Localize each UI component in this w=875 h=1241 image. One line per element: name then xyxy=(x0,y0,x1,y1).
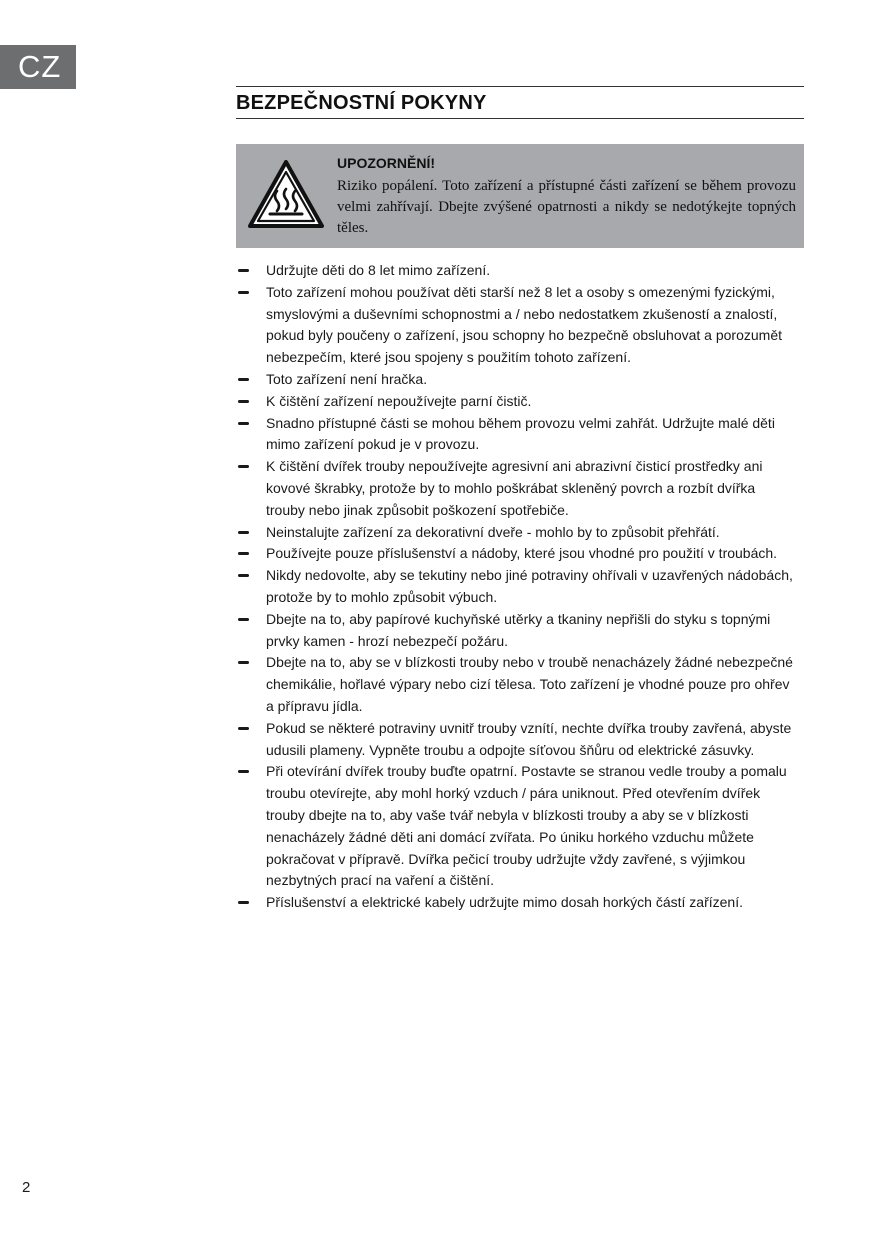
list-item xyxy=(236,652,796,717)
list-item-text: Dbejte na to, aby papírové kuchyňské utěrky a tkaniny nepřišli do styku s topnými prvky kamen - hrozí nebezpečí požáru. xyxy=(266,610,771,649)
list-item xyxy=(236,522,796,544)
list-item xyxy=(236,565,796,609)
list-item xyxy=(236,609,796,653)
warning-box xyxy=(236,144,804,248)
safety-instructions-list xyxy=(236,260,796,914)
bullet-dash-icon xyxy=(238,770,249,773)
list-item-text: K čištění zařízení nepoužívejte parní čistič. xyxy=(266,392,532,409)
hot-surface-warning-icon xyxy=(246,158,326,230)
list-item xyxy=(236,369,796,391)
list-item-text: Udržujte děti do 8 let mimo zařízení. xyxy=(266,262,491,278)
list-item-text: Při otevírání dvířek trouby buďte opatrní. Postavte se stranou vedle trouby a pomalu troubu otevírejte, aby mohl horký vzduch / pára uniknout. Před otevřením dvířek trouby dbejte na to, aby vaše tvář nebyla v blízkosti trouby a aby se v blízkosti nenacházely žádné děti ani domácí zvířata. Po úniku horkého vzduchu můžete pokračovat v přípravě. Dvířka pečicí trouby udržujte vždy zavřené, s výjimkou nezbytných prací na vaření a čištění. xyxy=(266,763,787,889)
language-tab: CZ xyxy=(0,45,76,89)
list-item-text: Toto zařízení není hračka. xyxy=(266,370,428,387)
list-item-text: Snadno přístupné části se mohou během provozu velmi zahřát. Udržujte malé děti mimo zařízení pokud je v provozu. xyxy=(266,414,775,453)
bullet-dash-icon xyxy=(238,618,249,621)
bullet-dash-icon xyxy=(238,400,249,403)
list-item-text: Pokud se některé potraviny uvnitř trouby vznítí, nechte dvířka trouby zavřená, abyste udusili plameny. Vypněte troubu a odpojte síťovou šňůru od elektrické zásuvky. xyxy=(266,719,792,758)
list-item xyxy=(236,761,796,892)
list-item xyxy=(236,718,796,762)
page-number: 2 xyxy=(22,1179,31,1196)
warning-heading: UPOZORNĚNÍ! xyxy=(337,155,435,171)
section-title: BEZPEČNOSTNÍ POKYNY xyxy=(236,92,487,114)
list-item-text: Neinstalujte zařízení za dekorativní dveře - mohlo by to způsobit přehřátí. xyxy=(266,523,720,540)
list-item-text: Dbejte na to, aby se v blízkosti trouby nebo v troubě nenacházely žádné nebezpečné chemikálie, hořlavé výpary nebo cizí tělesa. Toto zařízení je vhodné pouze pro ohřev a přípravu jídla. xyxy=(266,654,793,714)
list-item-text: Nikdy nedovolte, aby se tekutiny nebo jiné potraviny ohřívali v uzavřených nádobách, protože by to mohlo způsobit výbuch. xyxy=(266,567,793,605)
list-item xyxy=(236,391,796,413)
list-item xyxy=(236,282,796,369)
bullet-dash-icon xyxy=(238,727,249,730)
bullet-dash-icon xyxy=(238,901,249,904)
title-rule-top xyxy=(236,86,804,87)
bullet-dash-icon xyxy=(238,422,249,425)
list-item xyxy=(236,260,796,282)
bullet-dash-icon xyxy=(238,269,249,272)
list-item xyxy=(236,543,796,565)
list-item-text: K čištění dvířek trouby nepoužívejte agresivní ani abrazivní čisticí prostředky ani kovové škrabky, protože by to mohlo poškrábat skleněný povrch a rozbít dvířka trouby nebo jinak způsobit poškození spotřebiče. xyxy=(266,458,763,518)
bullet-dash-icon xyxy=(238,552,249,555)
list-item xyxy=(236,892,796,914)
list-item xyxy=(236,413,796,457)
bullet-dash-icon xyxy=(238,661,249,664)
title-rule-bottom xyxy=(236,118,804,119)
list-item xyxy=(236,456,796,521)
bullet-dash-icon xyxy=(238,574,249,577)
list-item-text: Toto zařízení mohou používat děti starší než 8 let a osoby s omezenými fyzickými, smyslovými a duševními schopnostmi a / nebo nedostatkem zkušeností a znalostí, pokud byly poučeny o zařízení, jsou schopny ho bezpečně obsluhovat a porozumět nebezpečím, které jsou spojeny s použitím tohoto zařízení. xyxy=(266,283,782,366)
warning-text: Riziko popálení. Toto zařízení a přístupné části zařízení se během provozu velmi zahřívají. Dbejte zvýšené opatrnosti a nikdy se nedotýkejte topných těles. xyxy=(337,178,796,236)
bullet-dash-icon xyxy=(238,291,249,294)
list-item-text: Používejte pouze příslušenství a nádoby, které jsou vhodné pro použití v troubách. xyxy=(266,545,778,562)
bullet-dash-icon xyxy=(238,531,249,534)
bullet-dash-icon xyxy=(238,465,249,468)
list-item-text: Příslušenství a elektrické kabely udržujte mimo dosah horkých částí zařízení. xyxy=(266,894,743,911)
bullet-dash-icon xyxy=(238,378,249,381)
